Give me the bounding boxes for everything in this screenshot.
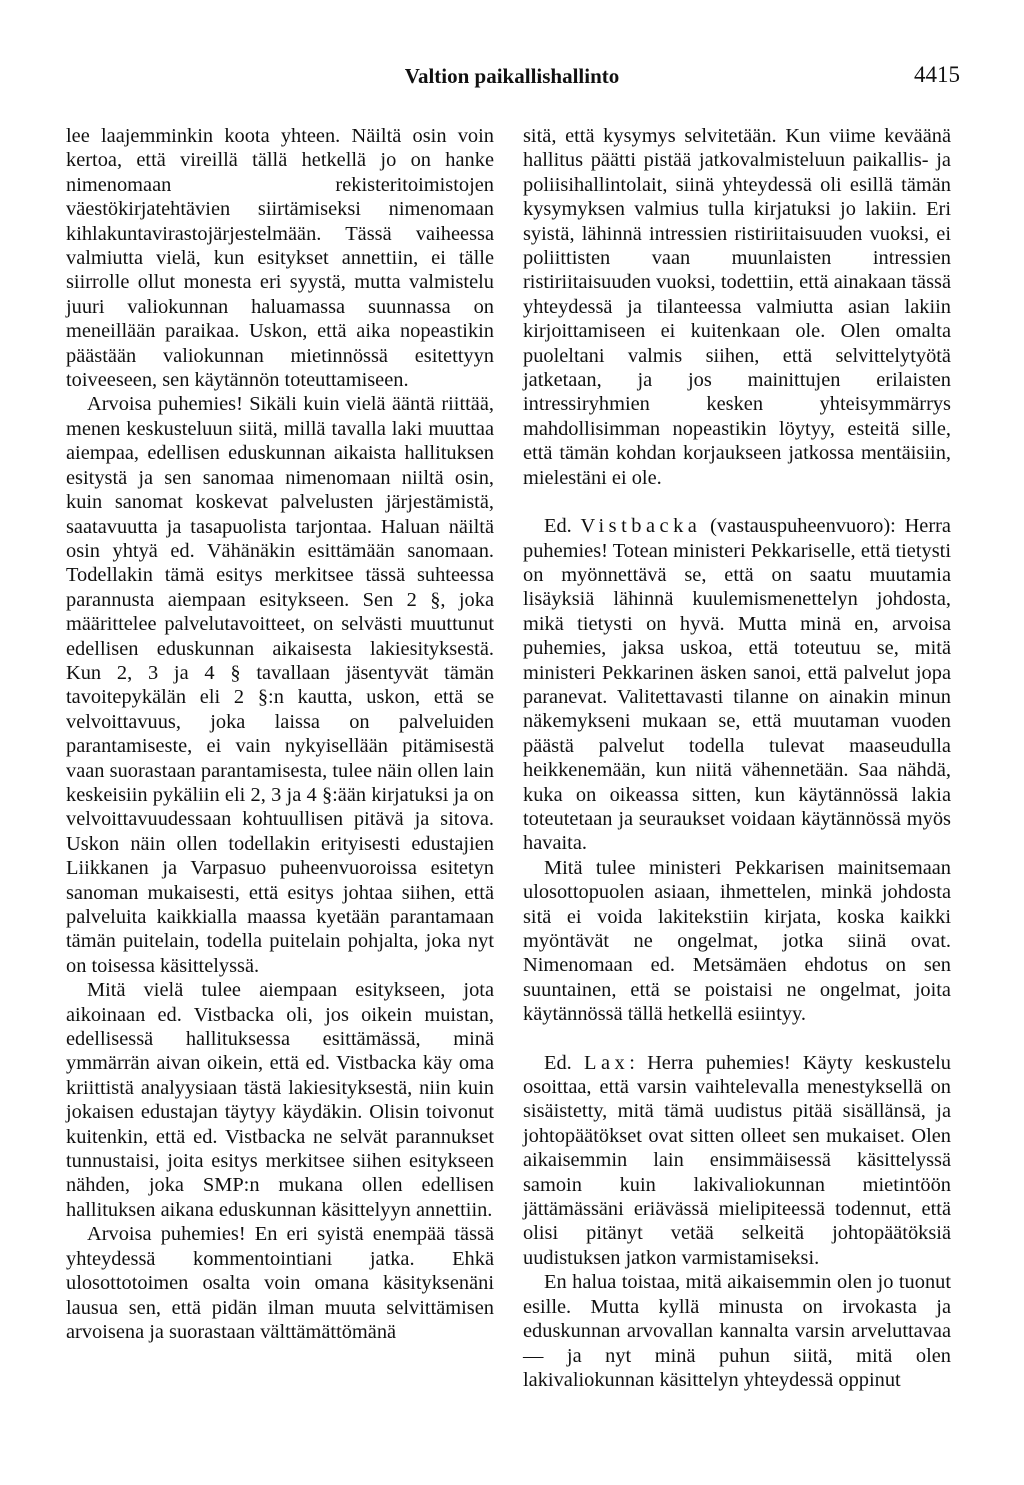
running-header-title: Valtion paikallishallinto — [404, 64, 620, 88]
speaker-name: Vistbacka — [580, 515, 702, 538]
left-column — [66, 124, 494, 1344]
paragraph: sitä, että kysymys selvitetään. Kun viime keväänä hallitus päätti pistää jatkovalmisteluun paikallis- ja poliisihallintolait, siinä yhteydessä oli esillä tämän kysymyksen valmius tulla kirjatuksi jo lakiin. Eri syistä, lähinnä intressien ristiriitaisuuden vuoksi, ei poliittisten vaan muunlaisten intressien ristiriitaisuuden vuoksi, todettiin, että ainakaan tässä yhteydessä ja tilanteessa valmiutta asian lakiin kirjoittamiseen ei kuitenkaan ole. Olen omalta puoleltani valmis siihen, että selvittelytyötä jatketaan, ja jos mainittujen erilaisten intressiryhmien kesken yhteisymmärrys mahdollisimman nopeastikin löytyy, esteitä sille, että tämän kohdan korjaukseen jatkossa mentäisiin, mielestäni ei ole. — [523, 125, 951, 489]
paragraph: Arvoisa puhemies! En eri syistä enempää tässä yhteydessä kommentointiani jatka. Ehkä ulosottotoimen osalta voin omana käsityksenäni lausua sen, että pidän ilman muuta selvittämisen arvoisena ja suorastaan välttämättömänä — [66, 1223, 494, 1343]
page-number: 4415 — [914, 62, 960, 87]
speech-text: (vastauspuheenvuoro): Herra puhemies! Totean ministeri Pekkariselle, että tietysti on myönnettävä se, että on saatu muutamia lisäyksiä lähinnä kuulemismenettelyn johdosta, mikä tietysti on hyvä. Mutta minä en, arvoisa puhemies, jaksa uskoa, että toteutuu se, mitä ministeri Pekkarinen äsken sanoi, että palvelut jopa paranevat. Valitettavasti tilanne on ainakin minun näkemykseni mukaan se, että muutaman vuoden päästä palvelut todella tulevat maaseudulla heikkenemään, kun niitä vähennetään. Saa nähdä, kuka on oikeassa sitten, kun käytännössä lakia toteutetaan ja seuraukset voidaan käytännössä myös havaita. — [523, 515, 951, 855]
paragraph: Arvoisa puhemies! Sikäli kuin vielä ääntä riittää, menen keskusteluun siitä, millä tavalla laki muuttaa aiempaa, edellisen eduskunnan aikaista hallituksen esitystä ja sen sanomaa nimenomaan niiltä osin, kuin sanomat koskevat palvelusten järjestämistä, saatavuutta ja tasapuolista tarjontaa. Haluan näiltä osin yhtyä ed. Vähänäkin esittämään sanomaan. Todellakin tämä esitys merkitsee tässä suhteessa parannusta aiempaan esitykseen. Sen 2 §, joka määrittelee palvelutavoitteet, on selvästi muuttunut edellisen eduskunnan aikaisesta lakiesityksestä. Kun 2, 3 ja 4 § tavallaan jäsentyvät tämän tavoitepykälän eli 2 §:n kautta, uskon, että se velvoittavuus, joka laissa on palveluiden parantamiseste, ei vain nykyisellään pitämisestä vaan suorastaan parantamisesta, tulee näin ollen lain keskeisiin pykäliin eli 2, 3 ja 4 §:ään kirjatuksi ja on velvoittavuudessaan kohtuullisen pitävä ja sitova. Uskon näin ollen todellakin erityisesti edustajien Liikkanen ja Varpasuo puheenvuoroissa esitetyn sanoman mukaisesti, että esitys johtaa siihen, että palveluita kaikkialla maassa kyetään parantamaan tämän puitelain, todella puitelain pohjalta, joka nyt on toisessa käsittelyssä. — [66, 393, 494, 977]
speech-lax — [523, 1051, 951, 1271]
speech-text: : Herra puhemies! Käyty keskustelu osoittaa, että varsin vaihtelevalla menestyksellä on sisäistetty, mitä tämä uudistus pitää sisällänsä, ja johtopäätökset ovat sitten olleet sen mukaiset. Olen aikaisemmin lain ensimmäisessä käsittelyssä samoin kuin lakivaliokunnan mietintöön jättämässäni eriävässä mielipiteessä todennut, että olisi pitänyt vetää selkeitä johtopäätöksiä uudistuksen jatkon varmistamiseksi. — [523, 1051, 951, 1269]
paragraph: lee laajemminkin koota yhteen. Näiltä osin voin kertoa, että vireillä tällä hetkellä jo on hanke nimenomaan rekisteritoimistojen väestökirjatehtävien siirtämiseksi nimenomaan kihlakuntavirastojärjestelmään. Tässä vaiheessa valmiutta vielä, kun esitykset annettiin, ei tälle siirrolle ollut monesta eri syystä, mutta valmistelu juuri valiokunnan haluamassa suunnassa on meneillään paraikaa. Uskon, että aika nopeastikin päästään valiokunnan mietinnössä esitettyyn toiveeseen, sen käytännön toteuttamiseen. — [66, 125, 494, 392]
paragraph: Mitä vielä tulee aiempaan esitykseen, jota aikoinaan ed. Vistbacka oli, jos oikein muistan, edellisessä hallituksessa esittämässä, minä ymmärrän aivan oikein, että ed. Vistbacka käy oma kriittistä analyysiaan tästä lakiesityksestä, niin kuin jokaisen edustajan täytyy käydäkin. Olisin toivonut kuitenkin, että ed. Vistbacka ne selvät parannukset tunnustaisi, joita esitys merkitsee siihen esitykseen nähden, joka SMP:n mukana ollen edellisen hallituksen aikana eduskunnan käsittelyyn annettiin. — [66, 979, 494, 1221]
speaker-prefix: Ed. — [544, 515, 572, 538]
speech-vistbacka — [523, 514, 951, 856]
paragraph: En halua toistaa, mitä aikaisemmin olen jo tuonut esille. Mutta kyllä minusta on irvokasta ja eduskunnan arvovallan kannalta varsin arveluttavaa — ja nyt minä puhun siitä, mitä olen lakivaliokunnan käsittelyn yhteydessä oppinut — [523, 1271, 951, 1391]
speaker-name: Lax — [583, 1051, 630, 1074]
right-column — [523, 124, 951, 1392]
speaker-prefix: Ed. — [544, 1051, 572, 1074]
paragraph: Mitä tulee ministeri Pekkarisen mainitsemaan ulosottopuolen asiaan, ihmettelen, minkä johdosta sitä ei voida lakitekstiin kirjata, koska kaikki myöntävät ne ongelmat, jotka siinä ovat. Nimenomaan ed. Metsämäen ehdotus on sen suuntainen, että se poistaisi ne ongelmat, joita käytännössä tällä hetkellä esiintyy. — [523, 856, 951, 1026]
